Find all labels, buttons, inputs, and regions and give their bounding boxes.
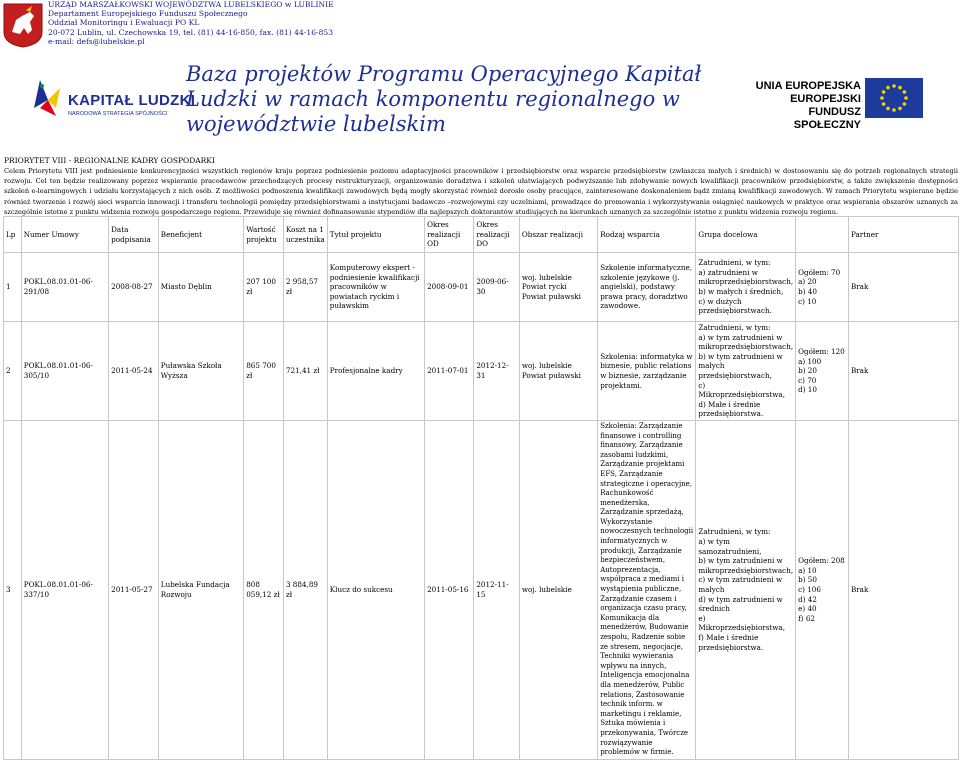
eu-label-1: UNIA EUROPEJSKA: [755, 80, 861, 92]
col-koszt-uczestnika: Koszt na 1 uczestnika: [283, 217, 327, 253]
division-name: Oddział Monitoringu i Ewaluacji PO KL: [48, 18, 200, 28]
cell-od: 2008-09-01: [425, 253, 474, 322]
eu-label-3: FUNDUSZ SPOŁECZNY: [793, 106, 861, 131]
cell-lp: 1: [4, 253, 22, 322]
cell-obszar: woj. lubelskie Powiat rycki Powiat puławski: [519, 253, 597, 322]
office-name: URZĄD MARSZAŁKOWSKI WOJEWÓDZTWA LUBELSKIEGO w LUBLINIE: [48, 0, 334, 9]
cell-koszt: 3 884,89 zł: [283, 420, 327, 759]
eu-flag-icon: [865, 78, 923, 118]
cell-partner: Brak: [848, 322, 958, 421]
col-partner: Partner: [848, 217, 958, 253]
eu-esf-logo: [741, 78, 960, 131]
star-logo-icon: [30, 78, 66, 122]
email-line[interactable]: e-mail: defs@lubelskie.pl: [48, 36, 145, 46]
cell-koszt: 721,41 zł: [283, 322, 327, 421]
cell-do: 2012-12-31: [474, 322, 520, 421]
cell-wsparcie: Szkolenia: informatyka w biznesie, public relations w biznesie, zarządzanie projektami.: [598, 322, 696, 421]
col-data-podpisania: Data podpisania: [109, 217, 159, 253]
col-lp: Lp: [4, 217, 22, 253]
cell-beneficjent: Puławska Szkoła Wyższa: [158, 322, 243, 421]
cell-data: 2011-05-27: [109, 420, 159, 759]
cell-partner: Brak: [848, 420, 958, 759]
cell-grupa: Zatrudnieni, w tym: a) zatrudnieni w mikroprzedsiębiorstwach, b) w małych i średnich, c) w dużych przedsiębiorstwach.: [696, 253, 796, 322]
cell-obszar: woj. lubelskie: [519, 420, 597, 759]
office-header: [48, 0, 334, 46]
cell-grupa: Zatrudnieni, w tym: a) w tym zatrudnieni w mikroprzedsiębiorstwach, b) w tym zatrudnieni w małych przedsiębiorstwach, c) Mikroprzedsiębiorstwa, d) Małe i średnie przedsiębiorstwa.: [696, 322, 796, 421]
cell-do: 2009-06-30: [474, 253, 520, 322]
eu-label-2: EUROPEJSKI: [790, 93, 861, 105]
priority-description: Celem Priorytetu VIII jest podniesienie konkurencyjności wszystkich regionów kraju poprzez podniesienie poziomu adaptacyjności pracowników i przedsiębiorstw oraz wsparcie przedsiębiorstw (zwłaszcza małych i średnich) w dostosowaniu się do potrzeb regionalnych strategii rozwoju. Cel ten będzie realizowany poprzez wspieranie pracodawców przechodzących procesy restrukturyzacji, organizowanie doradztwa i szkoleń ułatwiających podwyższanie lub zdobywanie nowych kwalifikacji pracowników przedsiębiorstw, a także zwiększenie dostępności szkoleń e-learningowych i udziału korzystających z nich osób. Z możliwości podnoszenia kwalifikacji zawodowych będą mogły skorzystać również dorosłe osoby pracujące, zainteresowane doskonaleniem bądź zmianą kwalifikacji zawodowych. W ramach Priorytetu wspierane będzie również tworzenie i rozwój sieci wsparcia innowacji i transferu technologii pomiędzy przedsiębiorstwami a instytucjami badawczo –rozwojowymi czy uczelniami, prowadzące do promowania i wykorzystywania osiągnięć naukowych w praktyce oraz wspierania obszarów uznanych za szczególnie istotne z punktu widzenia rozwoju gospodarczego regionu. Przewiduje się również dofinansowanie stypendiów dla najlepszych doktorantów studiujących na kierunkach uznanych za szczególnie istotne z punktu widzenia rozwoju regionu.: [4, 167, 958, 216]
cell-do: 2012-11-15: [474, 420, 520, 759]
cell-od: 2011-05-16: [425, 420, 474, 759]
kapital-ludzki-logo: [30, 78, 196, 128]
lubelskie-crest-icon: [2, 2, 44, 48]
cell-od: 2011-07-01: [425, 322, 474, 421]
cell-data: 2008-08-27: [109, 253, 159, 322]
col-numer-umowy: Numer Umowy: [21, 217, 108, 253]
col-grupa-docelowa: Grupa docelowa: [696, 217, 796, 253]
cell-tytul: Profesjonalne kadry: [327, 322, 424, 421]
col-wartosc-projektu: Wartość projektu: [244, 217, 284, 253]
cell-beneficjent: Miasto Dęblin: [158, 253, 243, 322]
table-row: [4, 322, 959, 421]
col-okres-od: Okres realizacji OD: [425, 217, 474, 253]
cell-liczby: Ogółem: 120 a) 100 b) 20 c) 70 d) 10: [796, 322, 849, 421]
cell-koszt: 2 958,57 zł: [283, 253, 327, 322]
table-header-row: [4, 217, 959, 253]
cell-liczby: Ogółem: 208 a) 10 b) 50 c) 106 d) 42 e) 40 f) 62: [796, 420, 849, 759]
col-liczby: [796, 217, 849, 253]
col-beneficjent: Beneficjent: [158, 217, 243, 253]
cell-wartosc: 808 059,12 zł: [244, 420, 284, 759]
cell-liczby: Ogółem: 70 a) 20 b) 40 c) 10: [796, 253, 849, 322]
cell-grupa: Zatrudnieni, w tym: a) w tym samozatrudnieni, b) w tym zatrudnieni w mikroprzedsiębiorstwach, c) w tym zatrudnieni w małych d) w tym zatrudnieni w średnich e) Mikroprzedsiębiorstwa, f) Małe i średnie przedsiębiorstwa.: [696, 420, 796, 759]
department-name: Departament Europejskiego Funduszu Społecznego: [48, 9, 248, 19]
priority-heading: PRIORYTET VIII - REGIONALNE KADRY GOSPODARKI: [4, 156, 215, 165]
cell-lp: 3: [4, 420, 22, 759]
col-rodzaj-wsparcia: Rodzaj wsparcia: [598, 217, 696, 253]
cell-tytul: Komputerowy ekspert - podniesienie kwalifikacji pracowników w powiatach ryckim i puławskim: [327, 253, 424, 322]
address-line: 20-072 Lublin, ul. Czechowska 19, tel. (81) 44-16-850, fax. (81) 44-16-853: [48, 27, 334, 37]
col-okres-do: Okres realizacji DO: [474, 217, 520, 253]
cell-obszar: woj. lubelskie Powiat puławski: [519, 322, 597, 421]
cell-wsparcie: Szkolenie informatyczne, szkolenie językowe (j. angielski), podstawy prawa pracy, doradztwo zawodowe.: [598, 253, 696, 322]
table-row: [4, 253, 959, 322]
cell-partner: Brak: [848, 253, 958, 322]
col-obszar-realizacji: Obszar realizacji: [519, 217, 597, 253]
cell-umowa: POKL.08.01.01-06-337/10: [21, 420, 108, 759]
page-title: Baza projektów Programu Operacyjnego Kapitał Ludzki w ramach komponentu regionalnego w województwie lubelskim: [186, 62, 702, 136]
cell-lp: 2: [4, 322, 22, 421]
table-row: [4, 420, 959, 759]
cell-data: 2011-05-24: [109, 322, 159, 421]
cell-umowa: POKL.08.01.01-06-305/10: [21, 322, 108, 421]
kapital-ludzki-wordmark: KAPITAŁ LUDZKI: [68, 92, 196, 109]
cell-umowa: POKL.08.01.01-06-291/08: [21, 253, 108, 322]
projects-table: [3, 216, 959, 760]
cell-wsparcie: Szkolenia: Zarządzanie finansowe i controlling finansowy, Zarządzanie zasobami ludzkimi, Zarządzanie projektami EFS, Zarządzanie strategiczne i operacyjne, Rachunkowość menedżerska, Zarządzanie sprzedażą, Wykorzystanie nowoczesnych technologii informatycznych w produkcji, Zarządzanie bezpieczeństwem, Autoprezentacja, współpraca z mediami i wystąpienia publiczne, Zarządzanie czasem i organizacja czasu pracy, Komunikacja dla menedżerów, Budowanie zespołu, Radzenie sobie ze stresem, negocjacje, Techniki wywierania wpływu na innych, Inteligencja emocjonalna dla menedżerów, Public relations, Zastosowanie technik inform. w marketingu i reklamie, Sztuka mówienia i przekonywania, Twórcze rozwiązywanie problemów w firmie.: [598, 420, 696, 759]
kapital-ludzki-tagline: NARODOWA STRATEGIA SPÓJNOŚCI: [68, 111, 168, 117]
cell-wartosc: 207 100 zł: [244, 253, 284, 322]
col-tytul-projektu: Tytuł projektu: [327, 217, 424, 253]
cell-tytul: Klucz do sukcesu: [327, 420, 424, 759]
cell-beneficjent: Lubelska Fundacja Rozwoju: [158, 420, 243, 759]
cell-wartosc: 865 700 zł: [244, 322, 284, 421]
